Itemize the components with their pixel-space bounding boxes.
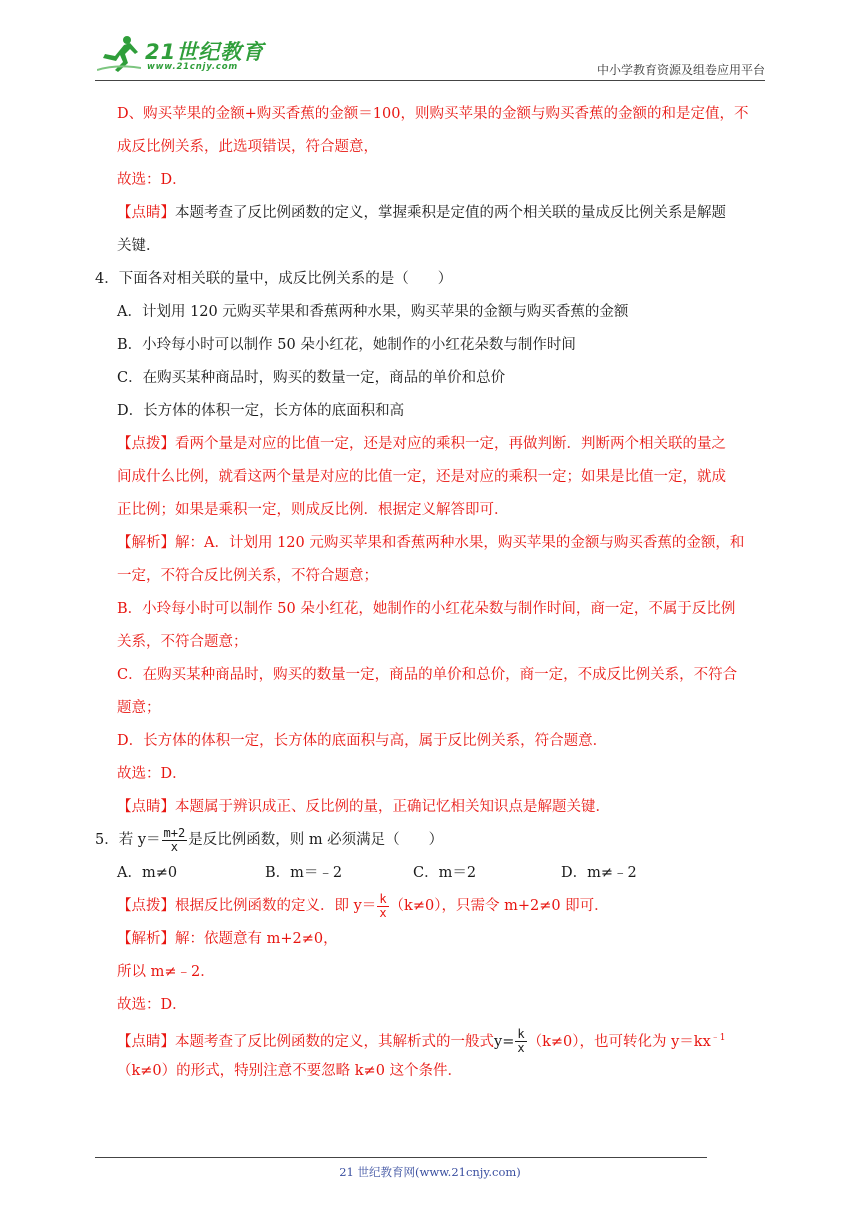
q5-stem bbox=[95, 824, 770, 857]
comment-tag: 【点睛】 bbox=[117, 799, 175, 815]
q5-hint-prefix: 根据反比例函数的定义．即 y＝ bbox=[175, 898, 377, 914]
q5-comment-mid: （k≠0），也可转化为 y＝kx bbox=[527, 1033, 711, 1050]
q4-stem: 4．下面各对相关联的量中，成反比例关系的是（ ） bbox=[95, 271, 453, 287]
running-figure-icon bbox=[97, 34, 141, 74]
q5-options bbox=[95, 857, 770, 890]
site-logo[interactable] bbox=[95, 30, 295, 78]
q4-hint-line3: 正比例；如果是乘积一定，则成反比例．根据定义解答即可． bbox=[117, 502, 509, 518]
q5-option-b: B．m＝﹣2 bbox=[265, 865, 343, 881]
q4-analysis-b2: 关系，不符合题意； bbox=[117, 634, 248, 650]
q5-hint-fraction-denominator: x bbox=[379, 905, 387, 920]
q5-comment-line2: （k≠0）的形式，特别注意不要忽略 k≠0 这个条件． bbox=[117, 1063, 463, 1079]
header-divider bbox=[95, 80, 765, 81]
q4-comment-text: 本题属于辨识成正、反比例的量，正确记忆相关知识点是解题关键． bbox=[175, 799, 610, 815]
q5-analysis-line1 bbox=[95, 923, 770, 956]
q3-comment-line2: 关键． bbox=[117, 238, 161, 254]
page-footer[interactable]: 21 世纪教育网(www.21cnjy.com) bbox=[339, 1165, 521, 1179]
q4-analysis-c2: 题意； bbox=[117, 700, 161, 716]
q4-analysis-c1: C．在购买某种商品时，购买的数量一定，商品的单价和总价，商一定，不成反比例关系，不符合 bbox=[117, 667, 738, 683]
q4-analysis-line1 bbox=[95, 527, 770, 560]
q4-analysis-line2: 一定，不符合反比例关系，不符合题意； bbox=[117, 568, 378, 584]
q4-option-b: B．小玲每小时可以制作 50 朵小红花，她制作的小红花朵数与制作时间 bbox=[117, 337, 576, 353]
q5-comment-fraction bbox=[515, 1028, 526, 1055]
q3-option-d-analysis-line1: D、购买苹果的金额+购买香蕉的金额＝100，则购买苹果的金额与购买香蕉的金额的和是定值，不 bbox=[117, 106, 749, 122]
q3-option-d-analysis-line2: 成反比例关系，此选项错误，符合题意， bbox=[117, 139, 378, 155]
q5-comment-line1 bbox=[95, 1022, 770, 1055]
q5-comment-prefix: 本题考查了反比例函数的定义，其解析式的一般式 bbox=[175, 1033, 494, 1050]
logo-number: 21 bbox=[145, 40, 177, 64]
q5-analysis-line2: 所以 m≠﹣2． bbox=[117, 964, 215, 980]
q4-option-c: C．在购买某种商品时，购买的数量一定，商品的单价和总价 bbox=[117, 370, 506, 386]
q5-hint bbox=[95, 890, 770, 923]
q5-answer: 故选：D． bbox=[117, 997, 187, 1013]
footer-divider bbox=[95, 1157, 707, 1158]
q4-analysis-b1: B．小玲每小时可以制作 50 朵小红花，她制作的小红花朵数与制作时间，商一定，不属于反比例 bbox=[117, 601, 736, 617]
q5-hint-fraction bbox=[377, 893, 388, 920]
q3-comment-line1 bbox=[95, 197, 770, 230]
hint-tag: 【点拨】 bbox=[117, 436, 175, 452]
q5-comment-fraction-denominator: x bbox=[517, 1041, 525, 1056]
q5-fraction bbox=[162, 827, 188, 854]
q5-stem-prefix: 5．若 y＝ bbox=[95, 832, 161, 848]
q5-comment-fraction-numerator: k bbox=[517, 1027, 525, 1042]
q4-hint-line2: 间成什么比例，就看这两个量是对应的比值一定，还是对应的乘积一定；如果是比值一定，就成 bbox=[117, 469, 726, 485]
logo-name: 世纪教育 bbox=[176, 40, 265, 64]
q4-answer: 故选：D． bbox=[117, 766, 187, 782]
q4-analysis-d1: D．长方体的体积一定，长方体的底面积与高，属于反比例关系，符合题意． bbox=[117, 733, 608, 749]
q3-comment-text: 本题考查了反比例函数的定义，掌握乘积是定值的两个相关联的量成反比例关系是解题 bbox=[175, 205, 726, 221]
q5-option-a: A．m≠0 bbox=[117, 865, 178, 881]
q5-comment-y: y= bbox=[494, 1033, 515, 1050]
q4-hint-text: 看两个量是对应的比值一定，还是对应的乘积一定，再做判断．判断两个相关联的量之 bbox=[175, 436, 726, 452]
q4-analysis-text: 解：A．计划用 120 元购买苹果和香蕉两种水果，购买苹果的金额与购买香蕉的金额，和 bbox=[175, 535, 745, 551]
q4-hint-line1 bbox=[95, 428, 770, 461]
document-content bbox=[95, 98, 770, 1088]
page-header bbox=[95, 30, 765, 80]
comment-tag: 【点睛】 bbox=[117, 1033, 175, 1050]
q4-comment bbox=[95, 791, 770, 824]
comment-tag: 【点睛】 bbox=[117, 205, 175, 221]
q5-analysis-text: 解：依题意有 m+2≠0， bbox=[175, 931, 338, 947]
hint-tag: 【点拨】 bbox=[117, 898, 175, 914]
logo-url: www.21cnjy.com bbox=[147, 62, 238, 72]
q5-comment-exponent: ﹣1 bbox=[710, 1033, 726, 1043]
q5-fraction-numerator: m+2 bbox=[163, 825, 186, 840]
q5-option-d: D．m≠﹣2 bbox=[561, 865, 637, 881]
q5-hint-fraction-numerator: k bbox=[379, 891, 387, 906]
analysis-tag: 【解析】 bbox=[117, 931, 175, 947]
analysis-tag: 【解析】 bbox=[117, 535, 175, 551]
q3-answer: 故选：D． bbox=[117, 172, 187, 188]
platform-name: 中小学教育资源及组卷应用平台 bbox=[596, 63, 765, 77]
q4-option-d: D．长方体的体积一定，长方体的底面积和高 bbox=[117, 403, 405, 419]
q5-fraction-denominator: x bbox=[170, 839, 178, 854]
q5-stem-suffix: 是反比例函数，则 m 必须满足（ ） bbox=[188, 832, 444, 848]
q5-hint-suffix: （k≠0），只需令 m+2≠0 即可． bbox=[389, 898, 609, 914]
q4-option-a: A．计划用 120 元购买苹果和香蕉两种水果，购买苹果的金额与购买香蕉的金额 bbox=[117, 304, 629, 320]
q5-option-c: C．m＝2 bbox=[413, 865, 477, 881]
